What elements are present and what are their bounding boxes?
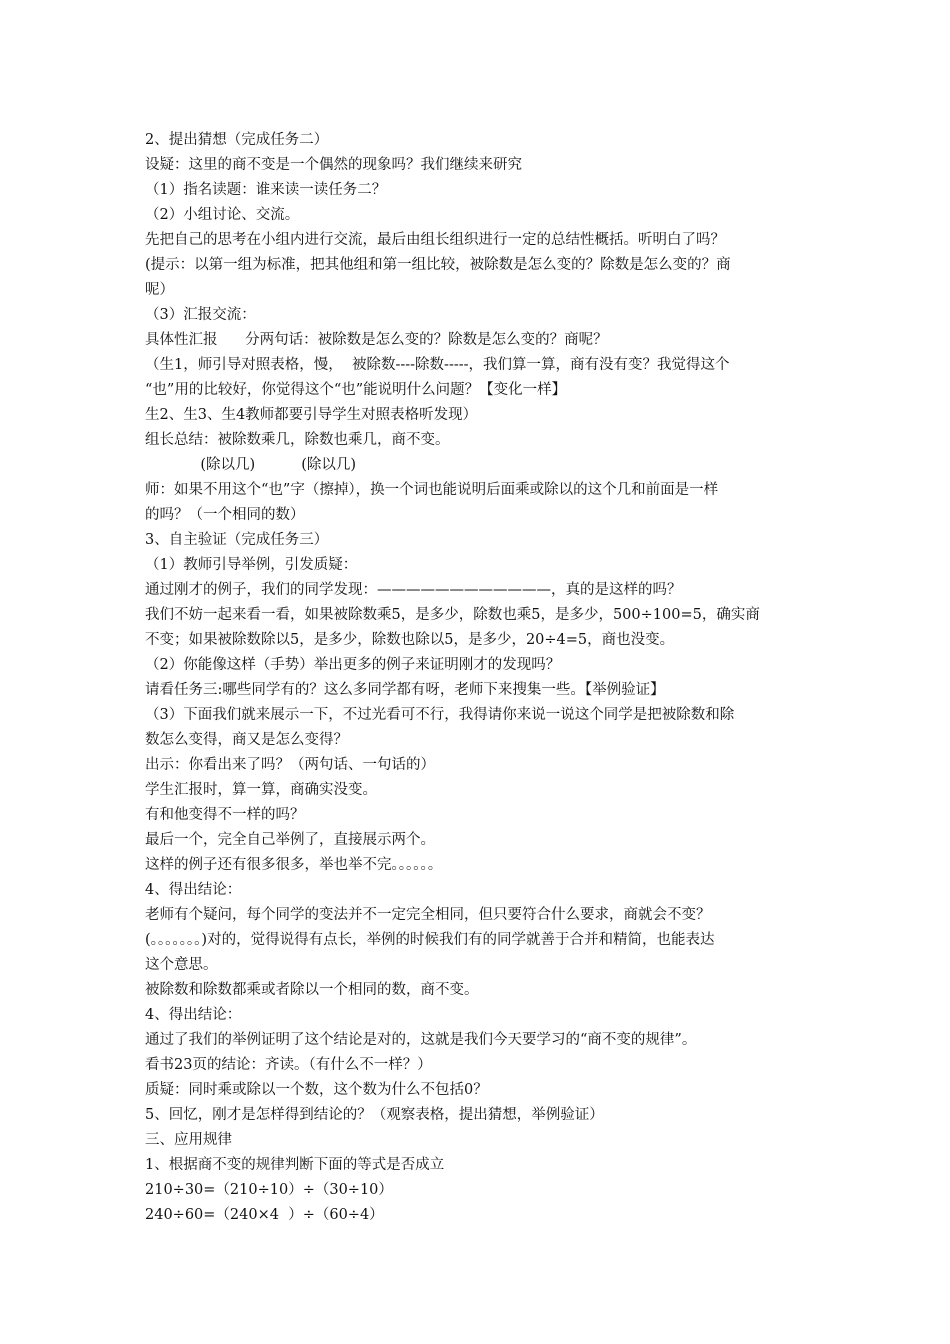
document-body [145, 128, 815, 1228]
text-line: 3、自主验证（完成任务三） [145, 532, 329, 548]
text-line: 240÷60=（240×4 ）÷（60÷4） [145, 1207, 384, 1223]
text-line: 数怎么变得，商又是怎么变得？ [145, 732, 348, 748]
text-line: （3）汇报交流： [145, 307, 256, 323]
text-line: 的吗？（一个相同的数） [145, 507, 305, 523]
text-line: (提示：以第一组为标准，把其他组和第一组比较，被除数是怎么变的？除数是怎么变的？商 [145, 257, 731, 273]
text-line: (除以几) (除以几) [145, 457, 357, 473]
text-line: 被除数和除数都乘或者除以一个相同的数，商不变。 [145, 982, 479, 998]
text-line: 具体性汇报 分两句话：被除数是怎么变的？除数是怎么变的？商呢？ [145, 332, 608, 348]
text-line: 先把自己的思考在小组内进行交流，最后由组长组织进行一定的总结性概括。听明白了吗？ [145, 232, 725, 248]
text-line: 我们不妨一起来看一看，如果被除数乘5，是多少，除数也乘5，是多少，500÷100=5，确实商 [145, 607, 760, 623]
text-line: 设疑：这里的商不变是一个偶然的现象吗？我们继续来研究 [145, 157, 522, 173]
text-line: （生1，师引导对照表格，慢， 被除数----除数-----，我们算一算，商有没有变？我觉得这个 [145, 357, 730, 373]
text-line: （1）教师引导举例，引发质疑： [145, 557, 358, 573]
text-line: 师：如果不用这个“也”字（擦掉），换一个词也能说明后面乘或除以的这个几和前面是一样 [145, 482, 719, 498]
text-line: 5、回忆，刚才是怎样得到结论的？（观察表格，提出猜想，举例验证） [145, 1107, 604, 1123]
text-line: （2）小组讨论、交流。 [145, 207, 300, 223]
text-line: (。。。。。。。)对的，觉得说得有点长，举例的时候我们有的同学就善于合并和精简，也能表达 [145, 932, 715, 948]
text-line: “也”用的比较好，你觉得这个“也”能说明什么问题？【变化一样】 [145, 382, 567, 398]
text-line: （2）你能像这样（手势）举出更多的例子来证明刚才的发现吗？ [145, 657, 561, 673]
text-line: 这个意思。 [145, 957, 218, 973]
text-line: 看书23页的结论：齐读。（有什么不一样？） [145, 1057, 432, 1073]
text-line: 这样的例子还有很多很多，举也举不完。。。。。。 [145, 857, 443, 873]
text-line: 最后一个，完全自己举例了，直接展示两个。 [145, 832, 435, 848]
text-line: 学生汇报时，算一算，商确实没变。 [145, 782, 377, 798]
text-line: 不变；如果被除数除以5，是多少，除数也除以5，是多少，20÷4=5，商也没变。 [145, 632, 675, 648]
text-line: 三、应用规律 [145, 1132, 232, 1148]
text-line: 老师有个疑问，每个同学的变法并不一定完全相同，但只要符合什么要求，商就会不变？ [145, 907, 711, 923]
text-line: 生2、生3、生4教师都要引导学生对照表格听发现） [145, 407, 478, 423]
text-line: 通过刚才的例子，我们的同学发现：————————————，真的是这样的吗？ [145, 582, 682, 598]
text-line: 质疑：同时乘或除以一个数，这个数为什么不包括0？ [145, 1082, 488, 1098]
text-line: 出示：你看出来了吗？（两句话、一句话的） [145, 757, 435, 773]
text-line: 通过了我们的举例证明了这个结论是对的，这就是我们今天要学习的“商不变的规律”。 [145, 1032, 697, 1048]
text-line: 210÷30=（210÷10）÷（30÷10） [145, 1182, 393, 1198]
text-line: 4、得出结论： [145, 882, 242, 898]
text-line: 呢） [145, 282, 174, 298]
text-line: 有和他变得不一样的吗？ [145, 807, 305, 823]
text-line: 4、得出结论： [145, 1007, 242, 1023]
text-line: （1）指名读题：谁来读一读任务二？ [145, 182, 387, 198]
text-line: 2、提出猜想（完成任务二） [145, 132, 329, 148]
text-line: （3）下面我们就来展示一下，不过光看可不行，我得请你来说一说这个同学是把被除数和除 [145, 707, 735, 723]
text-line: 1、根据商不变的规律判断下面的等式是否成立 [145, 1157, 445, 1173]
text-line: 组长总结：被除数乘几，除数也乘几，商不变。 [145, 432, 450, 448]
text-line: 请看任务三:哪些同学有的？这么多同学都有呀，老师下来搜集一些。【举例验证】 [145, 682, 665, 698]
